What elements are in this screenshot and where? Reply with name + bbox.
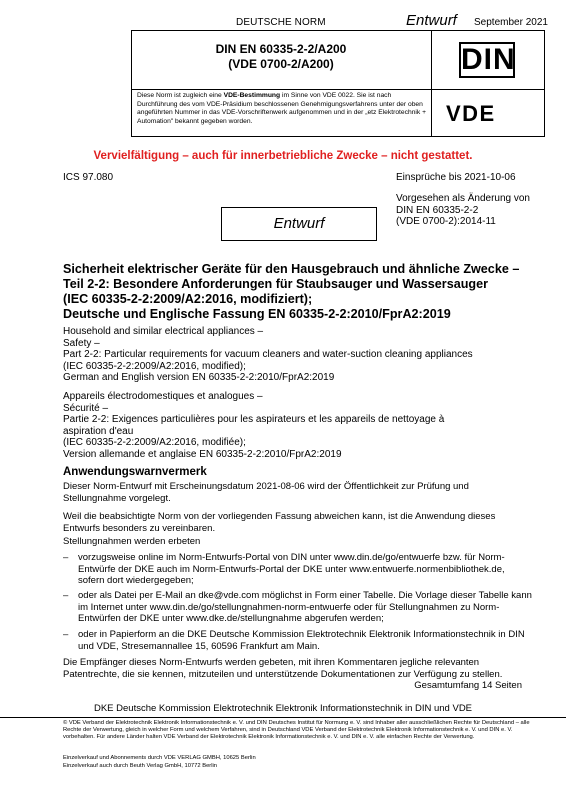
comments-requested: Stellungnahmen werden erbeten [63,536,201,547]
list-item [63,629,533,653]
title-french [63,391,543,460]
title-german-line: Sicherheit elektrischer Geräte für den Hausgebrauch und ähnliche Zwecke – [63,262,520,276]
title-german [63,262,533,322]
title-english [63,326,543,384]
dke-footer-line: DKE Deutsche Kommission Elektrotechnik Elektronik Informationstechnik in DIN und VDE [93,703,473,714]
vde-notice-text [137,92,429,126]
intended-amendment-line: DIN EN 60335-2-2 [396,204,479,216]
draft-stamp: Entwurf [221,207,377,241]
title-english-line: Household and similar electrical appliances – [63,326,264,337]
standard-number-din: DIN EN 60335-2-2/A200 [215,42,347,56]
total-pages: Gesamtumfang 14 Seiten [414,680,522,691]
list-item [63,590,533,626]
vde-logo: VDE [446,101,496,126]
vde-note-bold: VDE-Bestimmung [223,92,281,99]
list-item-text: oder in Papierform an die DKE Deutsche Kommission Elektrotechnik Elektronik Informationstechnik in DIN und VDE, Stresemannallee 15, 60596 Frankfurt am Main. [78,629,525,652]
footer-divider [0,717,566,718]
application-warning-heading: Anwendungswarnvermerk [63,466,207,478]
application-warning-paragraph: Dieser Norm-Entwurf mit Erscheinungsdatum 2021-08-06 wird der Öffentlichkeit zur Prüfung und Stellungnahme vorgelegt. [63,481,469,504]
vde-divider [431,89,432,137]
list-item-text: oder als Datei per E-Mail an dke@vde.com möglichst in Form einer Tabelle. Die Vorlage dieser Tabelle kann im Internet unter www.din.de/go/stellungnahmen-norm-entwuerfe oder für Stellungnahmen zu Norm-Entwürfen der DKE unter www.dke.de/stellungnahme abgerufen werden; [78,590,532,624]
title-french-line: Version allemande et anglaise EN 60335-2-2:2010/FprA2:2019 [63,448,342,460]
list-dash: – [63,629,69,640]
title-german-line: Teil 2-2: Besondere Anforderungen für Staubsauger und Wassersauger [63,277,489,291]
patent-notice: Die Empfänger dieses Norm-Entwurfs werden gebeten, mit ihren Kommentaren jegliche relevanten Patentrechte, die sie kennen, mitzuteilen und unterstützende Dokumentationen zur Verfügung zu stellen. [63,657,503,680]
standard-number-vde: (VDE 0700-2/A200) [228,57,334,71]
list-dash: – [63,552,69,563]
title-french-line: aspiration d'eau [63,425,134,437]
norm-type-label: DEUTSCHE NORM [236,17,326,28]
reproduction-warning: Vervielfältigung – auch für innerbetriebliche Zwecke – nicht gestattet. [93,150,473,162]
list-item [63,552,533,588]
list-dash: – [63,590,69,601]
application-warning-paragraph: Weil die beabsichtigte Norm von der vorliegenden Fassung abweichen kann, ist die Anwendung dieses Entwurfs besonders zu vereinbaren. [63,511,496,534]
objection-deadline: Einsprüche bis 2021-10-06 [396,172,516,183]
intended-amendment-line: (VDE 0700-2):2014-11 [396,216,496,227]
din-logo: DIN [461,43,516,76]
vde-note-pre: Diese Norm ist zugleich eine [137,92,224,99]
vde-note-post: im Sinne von VDE 0022. Sie ist nach Durchführung des vom VDE-Präsidium beschlossenen Genehmigungsverfahrens unter der oben angeführten Nummer in das VDE-Vorschriftenwerk aufgenommen und in der „etz Elektrotechnik + Automation" bekannt gegeben worden. [137,92,427,125]
title-english-line: German and English version EN 60335-2-2:2010/FprA2:2019 [63,372,335,383]
title-french-line: Sécurité – [63,402,109,414]
title-english-line: (IEC 60335-2-2:2009/A2:2016, modified); [63,360,246,372]
title-french-line: (IEC 60335-2-2:2009/A2:2016, modifiée); [63,437,246,448]
title-german-line: Deutsche und Englische Fassung EN 60335-2-2:2010/FprA2:2019 [63,307,451,321]
title-french-line: Appareils électrodomestiques et analogues – [63,391,263,402]
publication-date: September 2021 [474,17,548,28]
ics-code: ICS 97.080 [63,172,114,183]
title-english-line: Part 2-2: Particular requirements for vacuum cleaners and water-suction cleaning appliances [63,349,473,360]
draft-status-label: Entwurf [406,12,457,29]
title-french-line: Partie 2-2: Exigences particulières pour les aspirateurs et les appareils de nettoyage à [63,414,445,425]
standard-number [131,42,431,72]
intended-amendment [396,193,556,228]
sales-info: Einzelverkauf und Abonnements durch VDE VERLAG GMBH, 10625 Berlin [63,755,256,761]
intended-amendment-line: Vorgesehen als Änderung von [396,193,530,204]
title-english-line: Safety – [63,337,100,349]
copyright-notice: © VDE Verband der Elektrotechnik Elektronik Informationstechnik e. V. und DIN Deutsches Institut für Normung e. V. sind Inhaber aller ausschließlichen Rechte für Deutschland – alle Rechte der Verwertung, gleich in welcher Form und welchem Verfahren, sind in Deutschland VDE Verband der Elektrotechnik Elektronik Informationstechnik e. V. und DIN e. V. vorbehalten. Für andere Länder halten VDE Verband der Elektrotechnik Elektronik Informationstechnik e. V. und DIN e. V. alle einfachen Rechte der Verwertung. [63,720,530,740]
list-item-text: vorzugsweise online im Norm-Entwurfs-Portal von DIN unter www.din.de/go/entwuerfe bzw. für Norm-Entwürfe der DKE auch im Norm-Entwurfs-Portal der DKE unter www.entwuerfe.normenbibliothek.de, sofern dort wiedergegeben; [78,552,505,586]
sales-info: Einzelverkauf auch durch Beuth Verlag GmbH, 10772 Berlin [63,763,218,769]
title-german-line: (IEC 60335-2-2:2009/A2:2016, modifiziert); [63,292,313,306]
